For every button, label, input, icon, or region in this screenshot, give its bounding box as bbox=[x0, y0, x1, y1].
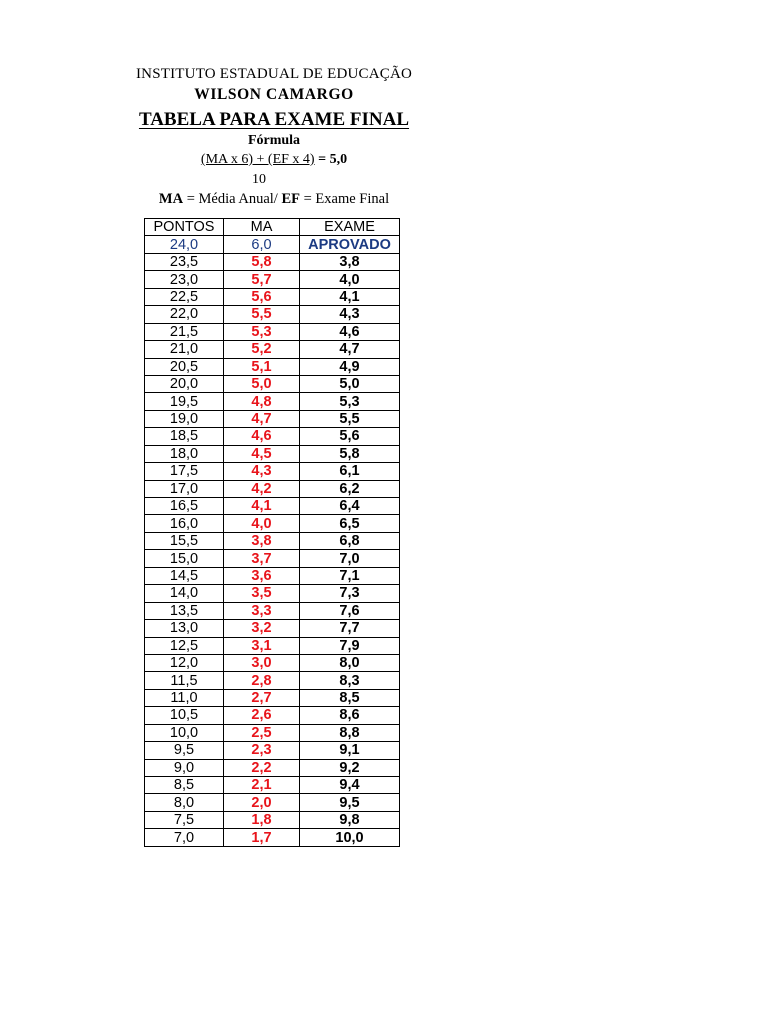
ma-cell: 5,8 bbox=[224, 253, 300, 270]
pontos-cell: 18,0 bbox=[145, 445, 224, 462]
grade-table bbox=[144, 218, 400, 847]
school-name: WILSON CAMARGO bbox=[194, 86, 354, 103]
pontos-cell: 16,5 bbox=[145, 498, 224, 515]
exame-cell: 4,1 bbox=[300, 288, 400, 305]
table-row bbox=[145, 532, 400, 549]
exame-cell: 8,0 bbox=[300, 654, 400, 671]
pontos-cell: 11,0 bbox=[145, 689, 224, 706]
legend-ma: MA bbox=[158, 191, 184, 207]
ma-cell: 5,7 bbox=[224, 271, 300, 288]
table-row bbox=[145, 777, 400, 794]
table-row bbox=[145, 550, 400, 567]
table-row bbox=[145, 341, 400, 358]
ma-cell: 1,7 bbox=[224, 829, 300, 846]
exame-cell: 9,4 bbox=[300, 777, 400, 794]
formula-result: = 5,0 bbox=[318, 152, 348, 167]
table-row bbox=[145, 707, 400, 724]
exame-cell: 4,7 bbox=[300, 341, 400, 358]
pontos-cell: 7,0 bbox=[145, 829, 224, 846]
ma-cell: 4,7 bbox=[224, 410, 300, 427]
table-row bbox=[145, 358, 400, 375]
ma-cell: 2,1 bbox=[224, 777, 300, 794]
table-row bbox=[145, 375, 400, 392]
pontos-cell: 19,5 bbox=[145, 393, 224, 410]
table-row bbox=[145, 323, 400, 340]
pontos-cell: 11,5 bbox=[145, 672, 224, 689]
pontos-cell: 22,5 bbox=[145, 288, 224, 305]
table-row bbox=[145, 654, 400, 671]
exame-cell: 4,3 bbox=[300, 306, 400, 323]
ma-cell: 4,5 bbox=[224, 445, 300, 462]
table-row bbox=[145, 288, 400, 305]
exame-cell: APROVADO bbox=[300, 236, 400, 253]
ma-cell: 6,0 bbox=[224, 236, 300, 253]
legend-ma-text: = Média Anual/ bbox=[183, 191, 282, 207]
ma-cell: 5,1 bbox=[224, 358, 300, 375]
ma-cell: 3,8 bbox=[224, 532, 300, 549]
pontos-cell: 14,0 bbox=[145, 585, 224, 602]
exame-cell: 4,6 bbox=[300, 323, 400, 340]
ma-cell: 1,8 bbox=[224, 811, 300, 828]
table-row bbox=[145, 672, 400, 689]
ma-cell: 5,0 bbox=[224, 375, 300, 392]
formula-numerator: (MA x 6) + (EF x 4) bbox=[200, 152, 315, 167]
exame-cell: 7,7 bbox=[300, 620, 400, 637]
ma-cell: 4,8 bbox=[224, 393, 300, 410]
table-row bbox=[145, 463, 400, 480]
table-header-row bbox=[145, 219, 400, 236]
table-row bbox=[145, 236, 400, 253]
exame-cell: 5,3 bbox=[300, 393, 400, 410]
header-ma: MA bbox=[224, 219, 300, 236]
exame-cell: 5,5 bbox=[300, 410, 400, 427]
table-row bbox=[145, 637, 400, 654]
exame-cell: 4,0 bbox=[300, 271, 400, 288]
exame-cell: 6,1 bbox=[300, 463, 400, 480]
pontos-cell: 7,5 bbox=[145, 811, 224, 828]
ma-cell: 3,1 bbox=[224, 637, 300, 654]
formula-label: Fórmula bbox=[247, 133, 301, 148]
table-row bbox=[145, 306, 400, 323]
table-row bbox=[145, 498, 400, 515]
ma-cell: 4,2 bbox=[224, 480, 300, 497]
legend-ef: EF bbox=[281, 191, 300, 207]
table-row bbox=[145, 515, 400, 532]
table-row bbox=[145, 567, 400, 584]
pontos-cell: 9,0 bbox=[145, 759, 224, 776]
ma-cell: 3,2 bbox=[224, 620, 300, 637]
pontos-cell: 14,5 bbox=[145, 567, 224, 584]
legend bbox=[0, 191, 548, 208]
legend-ef-text: = Exame Final bbox=[299, 191, 390, 207]
table-row bbox=[145, 585, 400, 602]
exame-cell: 6,2 bbox=[300, 480, 400, 497]
institution-name: INSTITUTO ESTADUAL DE EDUCAÇÃO bbox=[135, 66, 413, 82]
pontos-cell: 17,5 bbox=[145, 463, 224, 480]
exame-cell: 3,8 bbox=[300, 253, 400, 270]
formula-denominator: 10 bbox=[252, 172, 266, 187]
exame-cell: 6,5 bbox=[300, 515, 400, 532]
ma-cell: 4,3 bbox=[224, 463, 300, 480]
table-row bbox=[145, 271, 400, 288]
table-row bbox=[145, 689, 400, 706]
pontos-cell: 13,5 bbox=[145, 602, 224, 619]
exame-cell: 8,5 bbox=[300, 689, 400, 706]
table-row bbox=[145, 811, 400, 828]
pontos-cell: 13,0 bbox=[145, 620, 224, 637]
table-row bbox=[145, 480, 400, 497]
pontos-cell: 23,0 bbox=[145, 271, 224, 288]
ma-cell: 3,7 bbox=[224, 550, 300, 567]
formula bbox=[0, 152, 548, 168]
ma-cell: 2,5 bbox=[224, 724, 300, 741]
page-title: TABELA PARA EXAME FINAL bbox=[138, 109, 410, 130]
pontos-cell: 21,0 bbox=[145, 341, 224, 358]
pontos-cell: 8,5 bbox=[145, 777, 224, 794]
ma-cell: 2,3 bbox=[224, 742, 300, 759]
pontos-cell: 17,0 bbox=[145, 480, 224, 497]
ma-cell: 5,5 bbox=[224, 306, 300, 323]
exame-cell: 9,2 bbox=[300, 759, 400, 776]
exame-cell: 7,1 bbox=[300, 567, 400, 584]
table-row bbox=[145, 620, 400, 637]
table-row bbox=[145, 445, 400, 462]
ma-cell: 2,8 bbox=[224, 672, 300, 689]
pontos-cell: 18,5 bbox=[145, 428, 224, 445]
ma-cell: 2,6 bbox=[224, 707, 300, 724]
exame-cell: 7,6 bbox=[300, 602, 400, 619]
pontos-cell: 10,0 bbox=[145, 724, 224, 741]
table-row bbox=[145, 724, 400, 741]
pontos-cell: 15,0 bbox=[145, 550, 224, 567]
pontos-cell: 16,0 bbox=[145, 515, 224, 532]
exame-cell: 6,4 bbox=[300, 498, 400, 515]
exame-cell: 4,9 bbox=[300, 358, 400, 375]
pontos-cell: 9,5 bbox=[145, 742, 224, 759]
pontos-cell: 23,5 bbox=[145, 253, 224, 270]
table-row bbox=[145, 742, 400, 759]
ma-cell: 2,7 bbox=[224, 689, 300, 706]
table-row bbox=[145, 393, 400, 410]
exame-cell: 8,6 bbox=[300, 707, 400, 724]
header-exame: EXAME bbox=[300, 219, 400, 236]
exame-cell: 5,8 bbox=[300, 445, 400, 462]
ma-cell: 4,6 bbox=[224, 428, 300, 445]
table-row bbox=[145, 602, 400, 619]
exame-cell: 6,8 bbox=[300, 532, 400, 549]
ma-cell: 3,6 bbox=[224, 567, 300, 584]
exame-cell: 9,1 bbox=[300, 742, 400, 759]
pontos-cell: 21,5 bbox=[145, 323, 224, 340]
table-row bbox=[145, 794, 400, 811]
ma-cell: 2,2 bbox=[224, 759, 300, 776]
exame-cell: 8,8 bbox=[300, 724, 400, 741]
table-row bbox=[145, 428, 400, 445]
table-row bbox=[145, 410, 400, 427]
ma-cell: 5,2 bbox=[224, 341, 300, 358]
pontos-cell: 10,5 bbox=[145, 707, 224, 724]
exame-cell: 7,9 bbox=[300, 637, 400, 654]
pontos-cell: 12,5 bbox=[145, 637, 224, 654]
exame-cell: 9,8 bbox=[300, 811, 400, 828]
ma-cell: 5,3 bbox=[224, 323, 300, 340]
pontos-cell: 20,5 bbox=[145, 358, 224, 375]
pontos-cell: 20,0 bbox=[145, 375, 224, 392]
header-pontos: PONTOS bbox=[145, 219, 224, 236]
exame-cell: 8,3 bbox=[300, 672, 400, 689]
table-row bbox=[145, 253, 400, 270]
table-row bbox=[145, 829, 400, 846]
exame-cell: 9,5 bbox=[300, 794, 400, 811]
table-row bbox=[145, 759, 400, 776]
ma-cell: 5,6 bbox=[224, 288, 300, 305]
pontos-cell: 15,5 bbox=[145, 532, 224, 549]
pontos-cell: 8,0 bbox=[145, 794, 224, 811]
exame-cell: 7,0 bbox=[300, 550, 400, 567]
ma-cell: 3,0 bbox=[224, 654, 300, 671]
ma-cell: 3,5 bbox=[224, 585, 300, 602]
pontos-cell: 24,0 bbox=[145, 236, 224, 253]
exame-cell: 5,6 bbox=[300, 428, 400, 445]
ma-cell: 2,0 bbox=[224, 794, 300, 811]
pontos-cell: 12,0 bbox=[145, 654, 224, 671]
pontos-cell: 19,0 bbox=[145, 410, 224, 427]
exame-cell: 10,0 bbox=[300, 829, 400, 846]
table-body bbox=[145, 236, 400, 846]
ma-cell: 3,3 bbox=[224, 602, 300, 619]
pontos-cell: 22,0 bbox=[145, 306, 224, 323]
ma-cell: 4,0 bbox=[224, 515, 300, 532]
ma-cell: 4,1 bbox=[224, 498, 300, 515]
exame-cell: 7,3 bbox=[300, 585, 400, 602]
exame-cell: 5,0 bbox=[300, 375, 400, 392]
